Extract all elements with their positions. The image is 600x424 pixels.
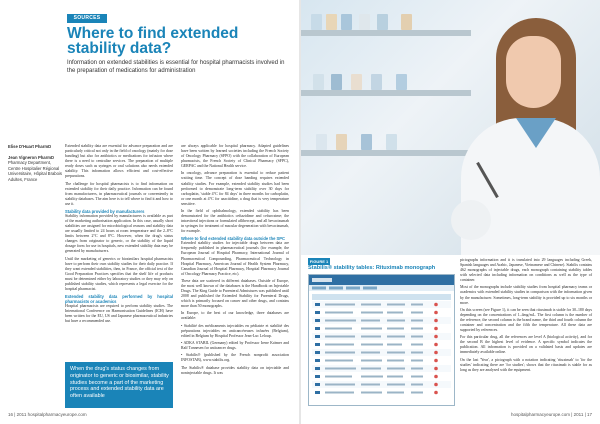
medicine-box [401,14,412,30]
bullet-item: • Stabilité des médicaments injectables en pédiatrie et stabilité des préparations injectables en anticancéreuses infusées (Belgium), edited in Belgium by Hospital Professor Jean-Luc Leloup. [181,323,289,338]
section-tag: SOURCES [67,14,107,23]
subheading: Stability data provided by manufacturers [65,208,145,214]
stabilis-screenshot [308,274,455,406]
paragraph: On the last 'Year', a pictograph with a notation indicating 'rituximab' to 'for the studies' indicating there are 'for studies'; shows that the rituximab is stable for as long as they are analysed with the equipment. [460,357,592,372]
article-column-1 [65,144,173,326]
medicine-box [396,74,407,90]
author-affiliation: Pharmacy Department, Centre Hospitalier Régional Universitaire, Hôpital Brabois Adultes, France [8,160,62,182]
article-column-3 [460,258,592,375]
medicine-box [341,14,352,30]
paragraph: Stability information provided by manufacturers is available as part of the marketing authorisation application. In this case, usually short stabilities are assigned for microbiological reasons and stability data are usually limited to 24 hours at room temperature and the 2–8°C limits between 2°C and 8°C. However, when the drug's status changes from originator to generic, or the stability of the liquid dosage form for use in hospitals, new extended stability data may be generated by manufacturers. [65,213,173,254]
bullet-item: • ADKA STABIL (Germany) edited by Professor Irene Krämer and Ralf Tonnesen for anticancer drugs. [181,340,289,350]
pharmacist-face [506,36,561,108]
screenshot-logo [312,278,332,282]
pharmacist-hand [451,200,491,240]
paragraph: Until the marketing of generics or biosimilars hospital pharmacists have to perform their own stability studies for their daily practice. If they want extended stabilities, then, in France, the official text of the Good Preparation Practices specifies that the shelf life of products must be determined either by laboratory studies or they may rely on published stability studies, which represents a legal exercise for the hospital pharmacist. [65,256,173,291]
paragraph: Most of the monographs include stability studies from hospital pharmacy teams or academics with extended stability studies in comparison with the information given by the manufacturer. Sometimes, long-term stability is provided up to six months or more. [460,285,592,305]
article-column-2 [181,144,289,378]
medicine-box [326,14,337,30]
medicine-box [316,134,327,150]
author-box [8,144,62,188]
medicine-box [361,134,372,150]
paragraph: The challenge for hospital pharmacists is to find information on extended stability for their daily practice. Information can be found from manufacturers, in pharmaceutical journals or conveniently in stability databases. The aim here is to tell where to find it and how to use it. [65,181,173,206]
pull-quote [65,362,173,408]
shelf [301,30,471,36]
subheading: Where to find extended stability data outside the SPC [181,236,285,242]
paragraph: For this particular drug, all the references are level A (biological activity), and for the second B the highest level of evidence. A specific symbol indicates the publication. All information is provided on a validated basis and updates are immediately available online. [460,335,592,355]
paragraph: pictographs information and it is translated into 29 languages including Greek, Spanish languages and Arabic, Japanese, Vietnamese and Chinese). Stabilis contains 462 monographs of injectable drugs, each monograph containing stability tables with selected data including information on conditions as well as the type of container. [460,258,592,283]
standfirst: Information on extended stabilities is essential for hospital pharmacists involved in the preparation of medications for administration [67,60,285,74]
paragraph: are always applicable for hospital pharmacy. Adapted guidelines have been written by learned societies including the French Society of Oncology Pharmacy (SFPO) with the collaboration of European pharmacists, the French Society of Clinical Pharmacy (SFPC), GERPAC and the National Health service. [181,144,289,169]
subheading: Extended stability data performed by hospital pharmacists or academics [65,294,173,305]
shelf [301,150,471,156]
pull-quote-text: When the drug's status changes from originator to generic or biosimilar, stability studies become a part of the marketing process and extended stability data are often available [70,366,169,400]
medicine-box [331,74,342,90]
pharmacist-photo [301,0,600,255]
shelf [301,90,471,96]
medicine-box [336,134,347,150]
paragraph: In the field of ophthalmology, extended stability has been demonstrated for the antibiotics ceftazidime and cefuroxime; the intravitreal injections or formulated aflibercept, and all bevacizumab in syringes for treatment of macular degeneration with bevacizumab, for example. [181,208,289,234]
medicine-box [311,14,322,30]
paragraph: In Europe, to the best of our knowledge, three databases are available: [181,311,289,321]
article-title: Where to find extended stability data? [67,25,239,57]
medicine-box [377,14,388,30]
figure-title: Stabilis® stability tables: Rituximab monograph [308,265,436,271]
paragraph: These data are scattered in different databases. Outside of Europe, the most well known of the databases is the Handbook on Injectable Drugs. The King Guide to Parenteral Admixtures was published until 2008 and published the Extended Stability for Parenteral Drugs, which is primarily focused on cancer and other drugs, and contains more than 50 monographs. [181,278,289,309]
paragraph: Hospital pharmacists are required to perform stability studies. The International Conference on Harmonisation Guidelines (ICH) have been written for the EU, US and Japanese pharmaceutical industries but have a recommended use. [65,304,173,324]
author-2: Jean Vigneron PharmD [8,154,54,160]
footer-right: hospitalpharmacyeurope.com | 2011 | 17 [510,412,592,417]
medicine-box [313,74,324,90]
table-rows [312,301,451,396]
medicine-box [351,74,362,90]
paragraph: On this screen (see Figure 1), it can be seen that rituximab is stable for 30–180 days depending on the concentrations of 1–4mg/mL. The first column is the number of the reference, the second column is the brand name, the third and fourth column the container and concentration and the fifth the temperature. All these data are supported by references. [460,307,592,332]
paragraph: In oncology, advance preparation is essential to reduce patient waiting time. The concept of dose banding requires extended stability studies. For example, extended stability studies had been performed to demonstrate long-term stability over 30 days for carboplatin, 'stable 4°C for 84 days' in three months for carboplatin, or one month at 4°C for azacitidine, a drug that is very temperature sensitive. [181,171,289,206]
medicine-box [386,134,397,150]
paragraph: Extended stability studies for injectable drugs between data are frequently published in pharmaceutical journals (for example, the European Journal of Hospital Pharmacy, International Journal of Pharmaceutical Compounding, Pharmaceutical Technology in Hospital Pharmacy, American Journal of Health System Pharmacy, Canadian Journal of Hospital Pharmacy, Hospital Pharmacy Journal of Oncology Pharmacy Practice, etc). [181,241,289,276]
status-markers [434,303,438,395]
medicine-box [359,14,370,30]
footer-left: 16 | 2011 hospitalpharmacyeurope.com [8,412,87,417]
paragraph: Extended stability data are essential for advance preparation and are particularly critical not only in the field of oncology (mainly for dose banding) but also for antibiotics or medications for infusion where there is a need to centralise services. The preparation of multiple ready doses such as syringes or oral solutions also needs extended stability. This information allows efficient and cost-effective preparations. [65,144,173,179]
figure-header [308,258,455,272]
figure-label: FIGURE 1 [309,259,329,264]
medicine-box [371,74,382,90]
bullet-item: • Stabilis® (published by the French nonprofit association INFOSTAB), www.stabilis.org. [181,353,289,363]
stabilis-table-graphic [309,275,454,405]
paragraph: The Stabilis® database provides stability data on injectable and noninjectable drugs. It was [181,365,289,375]
table-header-row [312,294,451,300]
author-1: Elise D'Huart PharmD [8,144,52,149]
table-icons [315,303,320,394]
